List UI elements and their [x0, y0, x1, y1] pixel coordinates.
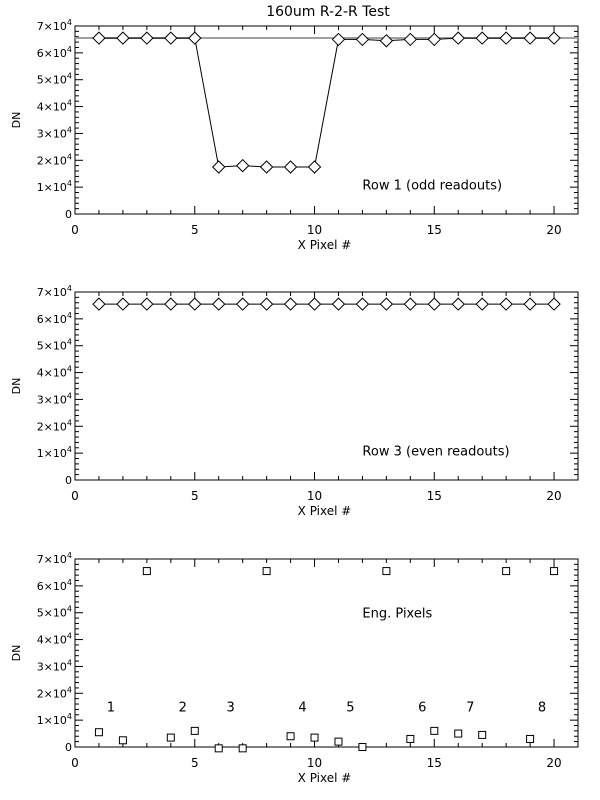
data-point [332, 298, 344, 310]
figure-title: 160um R-2-R Test [266, 4, 390, 20]
data-point [165, 32, 177, 44]
data-point [165, 298, 177, 310]
data-point [431, 727, 438, 734]
data-point [383, 568, 390, 575]
y-tick-exponent: 4 [66, 125, 72, 135]
data-point [503, 568, 510, 575]
y-tick-mantissa: 5×10 [36, 339, 67, 353]
y-tick-mantissa: 7×10 [36, 20, 67, 33]
y-tick-label [37, 311, 72, 326]
x-tick-label: 15 [426, 489, 442, 503]
panel-annotation: Eng. Pixels [362, 606, 433, 622]
data-point [500, 32, 512, 44]
data-point [548, 298, 560, 310]
y-tick-exponent: 4 [66, 685, 72, 695]
y-axis-label: DN [10, 377, 23, 395]
y-tick-label [65, 208, 72, 221]
x-tick-label: 0 [71, 223, 79, 237]
data-point [524, 298, 536, 310]
y-tick-label [37, 551, 72, 566]
data-point [215, 745, 222, 752]
y-tick-mantissa: 5×10 [36, 606, 67, 620]
y-tick-label [37, 445, 72, 460]
data-point [404, 33, 416, 45]
y-tick-mantissa: 2×10 [36, 687, 67, 701]
y-tick-mantissa: 1×10 [36, 714, 67, 728]
group-label: 4 [298, 700, 307, 716]
y-tick-mantissa: 4×10 [36, 366, 67, 380]
y-tick-label [37, 391, 72, 406]
y-tick-label [37, 99, 72, 114]
y-tick-exponent: 4 [66, 179, 72, 189]
x-tick-label: 5 [190, 489, 199, 503]
x-tick-label: 5 [190, 756, 199, 770]
y-tick-mantissa: 1×10 [36, 181, 67, 195]
y-tick-mantissa: 3×10 [36, 393, 67, 407]
data-point [479, 731, 486, 738]
y-tick-exponent: 4 [66, 71, 72, 81]
group-label: 2 [178, 700, 187, 716]
data-point [213, 161, 225, 173]
group-label: 1 [106, 700, 116, 716]
y-tick-label [65, 474, 72, 487]
y-tick-mantissa: 0 [65, 208, 72, 221]
y-tick-label [37, 18, 72, 33]
data-point [93, 298, 105, 310]
panel-annotation: Row 3 (even readouts) [362, 444, 510, 460]
plot-frame [75, 559, 578, 747]
y-tick-mantissa: 1×10 [36, 447, 67, 461]
y-tick-exponent: 4 [66, 284, 72, 293]
y-tick-mantissa: 2×10 [36, 154, 67, 168]
x-tick-label: 20 [546, 489, 562, 503]
data-point [117, 32, 129, 44]
y-tick-mantissa: 0 [65, 741, 72, 754]
y-tick-mantissa: 6×10 [36, 579, 67, 593]
y-axis-label: DN [10, 111, 23, 129]
y-tick-mantissa: 3×10 [36, 127, 67, 141]
data-point [93, 32, 105, 44]
data-point [287, 733, 294, 740]
y-tick-mantissa: 2×10 [36, 420, 67, 434]
y-tick-exponent: 4 [66, 418, 72, 428]
data-point [332, 33, 344, 45]
chart-panel-1 [10, 18, 578, 252]
group-label: 5 [346, 700, 355, 716]
data-point [380, 35, 392, 47]
y-tick-exponent: 4 [66, 445, 72, 455]
y-tick-label [37, 365, 72, 380]
y-tick-mantissa: 0 [65, 474, 72, 487]
data-point [189, 298, 201, 310]
y-tick-label [37, 125, 72, 140]
y-tick-label [37, 712, 72, 727]
data-point [356, 33, 368, 45]
y-tick-label [37, 179, 72, 194]
y-tick-exponent: 4 [66, 391, 72, 401]
data-point [167, 734, 174, 741]
y-tick-exponent: 4 [66, 98, 72, 108]
y-tick-mantissa: 6×10 [36, 312, 67, 326]
chart-panel-3 [10, 551, 578, 785]
y-tick-mantissa: 4×10 [36, 633, 67, 647]
plot-frame [75, 26, 578, 214]
y-tick-exponent: 4 [66, 712, 72, 722]
y-tick-exponent: 4 [66, 44, 72, 54]
data-point [380, 298, 392, 310]
y-tick-mantissa: 3×10 [36, 660, 67, 674]
data-point [141, 32, 153, 44]
y-tick-label [65, 741, 72, 754]
data-point [359, 744, 366, 751]
data-point [237, 298, 249, 310]
data-point [239, 745, 246, 752]
group-label: 6 [418, 700, 427, 716]
data-point [285, 161, 297, 173]
x-tick-label: 5 [190, 223, 199, 237]
x-tick-label: 15 [426, 223, 442, 237]
x-tick-label: 10 [306, 489, 323, 503]
data-point [428, 33, 440, 45]
x-tick-label: 15 [426, 756, 442, 770]
data-point [261, 298, 273, 310]
data-point [311, 734, 318, 741]
y-tick-label [37, 632, 72, 647]
y-tick-label [37, 658, 72, 673]
data-point [191, 727, 198, 734]
data-point [527, 735, 534, 742]
x-axis-label: X Pixel # [297, 504, 352, 518]
y-tick-exponent: 4 [66, 577, 72, 587]
y-tick-exponent: 4 [66, 551, 72, 560]
y-tick-mantissa: 6×10 [36, 46, 67, 60]
y-tick-mantissa: 4×10 [36, 100, 67, 114]
data-point [548, 32, 560, 44]
y-tick-label [37, 685, 72, 700]
data-point [141, 298, 153, 310]
data-point [356, 298, 368, 310]
x-tick-label: 10 [306, 223, 323, 237]
x-tick-label: 0 [71, 756, 79, 770]
data-point [309, 298, 321, 310]
data-point [237, 160, 249, 172]
data-point [95, 729, 102, 736]
y-tick-exponent: 4 [66, 337, 72, 347]
data-point [189, 32, 201, 44]
data-point [524, 32, 536, 44]
y-axis-label: DN [10, 644, 23, 662]
data-point [452, 32, 464, 44]
y-tick-exponent: 4 [66, 152, 72, 162]
x-tick-label: 20 [546, 223, 562, 237]
y-tick-exponent: 4 [66, 658, 72, 668]
group-label: 7 [466, 700, 475, 716]
y-tick-exponent: 4 [66, 364, 72, 374]
group-label: 8 [537, 700, 547, 716]
data-point [213, 298, 225, 310]
data-point [455, 730, 462, 737]
y-tick-label [37, 605, 72, 620]
data-point [119, 737, 126, 744]
data-point [407, 735, 414, 742]
data-point [117, 298, 129, 310]
data-point [335, 738, 342, 745]
x-tick-label: 10 [306, 756, 323, 770]
y-tick-exponent: 4 [66, 18, 72, 27]
x-tick-label: 20 [546, 756, 562, 770]
data-point [285, 298, 297, 310]
data-point [309, 161, 321, 173]
data-point [404, 298, 416, 310]
y-tick-label [37, 418, 72, 433]
y-tick-exponent: 4 [66, 604, 72, 614]
y-tick-exponent: 4 [66, 631, 72, 641]
data-point [428, 298, 440, 310]
panel-annotation: Row 1 (odd readouts) [362, 178, 503, 194]
group-label: 3 [226, 700, 235, 716]
series-line [99, 38, 554, 167]
data-point [476, 298, 488, 310]
y-tick-label [37, 284, 72, 299]
y-tick-exponent: 4 [66, 310, 72, 320]
data-point [452, 298, 464, 310]
data-point [143, 568, 150, 575]
y-tick-label [37, 338, 72, 353]
y-tick-label [37, 152, 72, 167]
y-tick-mantissa: 7×10 [36, 553, 67, 566]
x-axis-label: X Pixel # [297, 238, 352, 252]
x-axis-label: X Pixel # [297, 771, 352, 785]
data-point [476, 32, 488, 44]
y-tick-label [37, 578, 72, 593]
data-point [500, 298, 512, 310]
x-tick-label: 0 [71, 489, 79, 503]
y-tick-mantissa: 5×10 [36, 73, 67, 87]
data-point [261, 161, 273, 173]
y-tick-label [37, 45, 72, 60]
data-point [263, 568, 270, 575]
chart-panel-2 [10, 284, 578, 518]
y-tick-mantissa: 7×10 [36, 286, 67, 299]
data-point [551, 568, 558, 575]
chart-panels [10, 18, 578, 785]
y-tick-label [37, 72, 72, 87]
